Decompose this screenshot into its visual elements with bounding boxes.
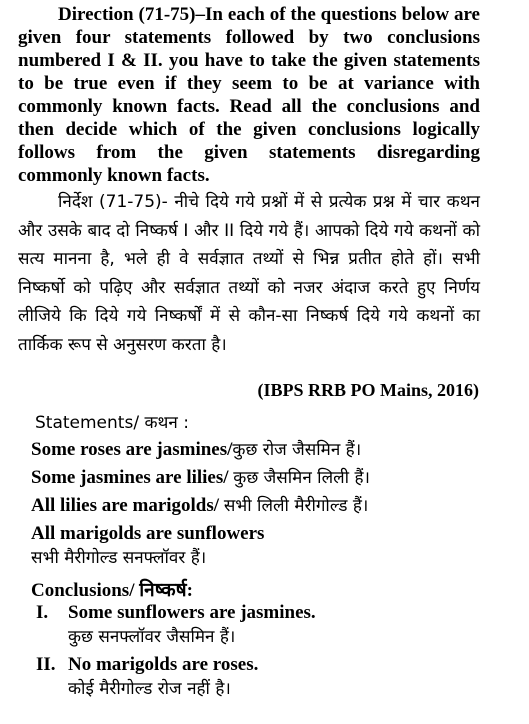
- statement-3-hi: सभी लिली मैरीगोल्ड हैं।: [223, 496, 369, 516]
- statement-4: [31, 522, 264, 570]
- statement-4-hi: सभी मैरीगोल्ड सनफ्लॉवर हैं।: [31, 548, 207, 568]
- conclusion-2-number: II.: [36, 654, 56, 675]
- statement-2: [31, 465, 370, 489]
- statement-3-en: All lilies are marigolds/: [31, 495, 224, 516]
- statement-2-en: Some jasmines are lilies/: [31, 467, 234, 488]
- statement-3: [31, 493, 368, 517]
- conclusion-2-en: No marigolds are roses.: [68, 654, 259, 675]
- statement-1-en: Some roses are jasmines/: [31, 439, 233, 460]
- statements-label: Statements/ कथन :: [35, 413, 189, 433]
- source-citation: (IBPS RRB PO Mains, 2016): [257, 380, 479, 400]
- direction-english: Direction (71-75)–In each of the questions below are given four statements followed by two conclusions numbered I & II. you have to take the given statements to be true even if they seem to be at variance with commonly known facts. Read all the conclusions and then decide which of the given conclusions logically follows from the given statements disregarding commonly known facts.: [18, 4, 480, 186]
- conclusions-label: [31, 576, 193, 602]
- statement-1: [31, 437, 361, 461]
- conclusion-2: [36, 653, 258, 701]
- conclusion-2-hi: कोई मैरीगोल्ड रोज नहीं है।: [68, 679, 231, 699]
- statement-1-hi: कुछ रोज जैसमिन हैं।: [232, 440, 362, 460]
- statement-2-hi: कुछ जैसमिन लिली हैं।: [233, 468, 370, 488]
- conclusion-1: [36, 601, 316, 649]
- conclusion-1-en: Some sunflowers are jasmines.: [68, 602, 316, 623]
- direction-hindi: निर्देश (71-75)- नीचे दिये गये प्रश्नों में से प्रत्येक प्रश्न में चार कथन और उसके बाद दो निष्कर्ष I और II दिये गये हैं। आपको दिये गये कथनों को सत्य मानना है, भले ही वे सर्वज्ञात तथ्यों से भिन्न प्रतीत होते हों। सभी निष्कर्षो को पढ़िए और सर्वज्ञात तथ्यों को नजर अंदाज करते हुए निर्णय लीजिये कि दिये गये निष्कर्षों में से कौन-सा निष्कर्ष दिये गये कथनों का तार्किक रूप से अनुसरण करता है।: [18, 192, 480, 355]
- conclusions-label-text: Conclusions/ निष्कर्ष:: [31, 580, 193, 601]
- statement-4-en: All marigolds are sunflowers: [31, 523, 265, 544]
- conclusion-1-number: I.: [36, 602, 49, 623]
- conclusion-1-hi: कुछ सनफ्लॉवर जैसमिन हैं।: [68, 627, 236, 647]
